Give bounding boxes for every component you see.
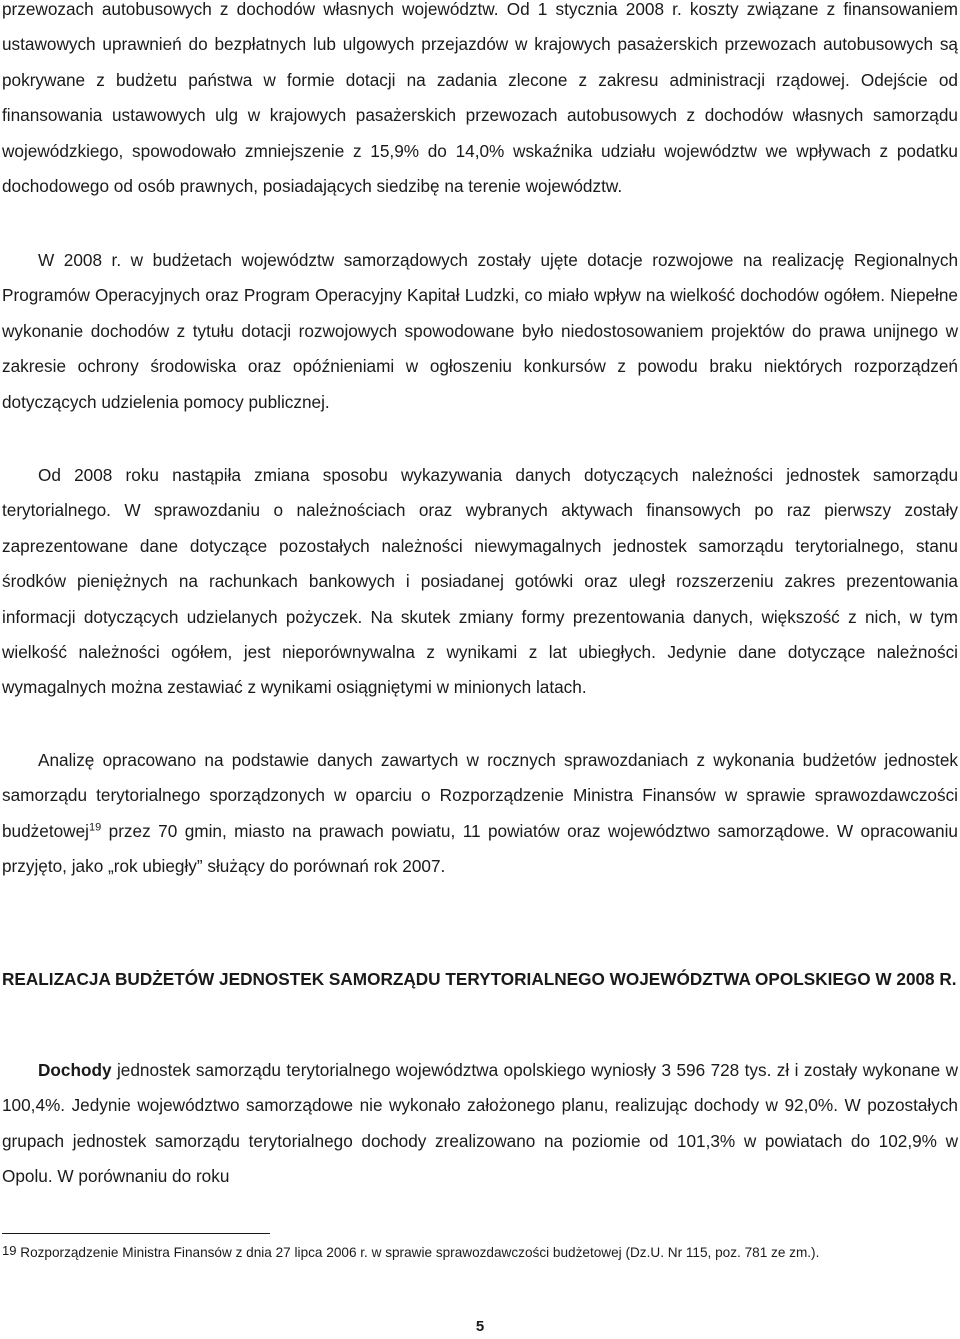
paragraph-dotacje-rozwojowe: W 2008 r. w budżetach województw samorządowych zostały ujęte dotacje rozwojowe na realizację Regionalnych Programów Operacyjnych oraz Program Operacyjny Kapitał Ludzki, co miało wpływ na wielkość dochodów ogółem. Niepełne wykonanie dochodów z tytułu dotacji rozwojowych spowodowane było niedostosowaniem projektów do prawa unijnego w zakresie ochrony środowiska oraz opóźnieniami w ogłoszeniu konkursów z powodu braku niektórych rozporządzeń dotyczących udzielenia pomocy publicznej.: [2, 250, 958, 412]
analiza-text-part2: przez 70 gmin, miasto na prawach powiatu, 11 powiatów oraz województwo samorządowe. W opracowaniu przyjęto, jako „rok ubiegły” służący do porównań rok 2007.: [2, 820, 958, 877]
footnote-number: 19: [2, 1243, 17, 1258]
paragraph-dochody: [2, 1053, 958, 1195]
analiza-text-part1: Analizę opracowano na podstawie danych zawartych w rocznych sprawozdaniach z wykonania budżetów jednostek samorządu terytorialnego sporządzonych w oparciu o Rozporządzenie Ministra Finansów w sprawie sprawozdawczości budżetowej: [2, 750, 958, 841]
footnote-separator: [2, 1233, 270, 1234]
paragraph-analiza: [2, 743, 958, 885]
footnote: [2, 1243, 957, 1262]
dochody-text: jednostek samorządu terytorialnego województwa opolskiego wyniosły 3 596 728 tys. zł i zostały wykonane w 100,4%. Jedynie województwo samorządowe nie wykonało założonego planu, realizując dochody w 92,0%. W pozostałych grupach jednostek samorządu terytorialnego dochody zrealizowano na poziomie od 101,3% w powiatach do 102,9% w Opolu. W porównaniu do roku: [2, 1060, 958, 1187]
page-number: 5: [475, 1318, 485, 1335]
footnote-reference: 19: [88, 821, 102, 834]
footnote-text: Rozporządzenie Ministra Finansów z dnia 27 lipca 2006 r. w sprawie sprawozdawczości budżetowej (Dz.U. Nr 115, poz. 781 ze zm.).: [16, 1245, 820, 1260]
dochody-term: Dochody: [38, 1060, 112, 1080]
paragraph-ulgi-przewozy: przewozach autobusowych z dochodów własnych województw. Od 1 stycznia 2008 r. koszty związane z finansowaniem ustawowych uprawnień do bezpłatnych lub ulgowych przejazdów w krajowych pasażerskich przewozach autobusowych są pokrywane z budżetu państwa w formie dotacji na zadania zlecone z zakresu administracji rządowej. Odejście od finansowania ustawowych ulg w krajowych pasażerskich przewozach autobusowych z dochodów własnych samorządu wojewódzkiego, spowodowało zmniejszenie z 15,9% do 14,0% wskaźnika udziału województw we wpływach z podatku dochodowego od osób prawnych, posiadających siedzibę na terenie województw.: [2, 0, 958, 197]
section-heading: REALIZACJA BUDŻETÓW JEDNOSTEK SAMORZĄDU TERYTORIALNEGO WOJEWÓDZTWA OPOLSKIEGO W 2008 R.: [2, 969, 957, 989]
paragraph-naleznosci: Od 2008 roku nastąpiła zmiana sposobu wykazywania danych dotyczących należności jednostek samorządu terytorialnego. W sprawozdaniu o należnościach oraz wybranych aktywach finansowych po raz pierwszy zostały zaprezentowane dane dotyczące pozostałych należności niewymagalnych jednostek samorządu terytorialnego, stanu środków pieniężnych na rachunkach bankowych i posiadanej gotówki oraz uległ rozszerzeniu zakres prezentowania informacji dotyczących udzielanych pożyczek. Na skutek zmiany formy prezentowania danych, większość z nich, w tym wielkość należności ogółem, jest nieporównywalna z wynikami z lat ubiegłych. Jedynie dane dotyczące należności wymagalnych można zestawiać z wynikami osiągniętymi w minionych latach.: [2, 465, 958, 698]
